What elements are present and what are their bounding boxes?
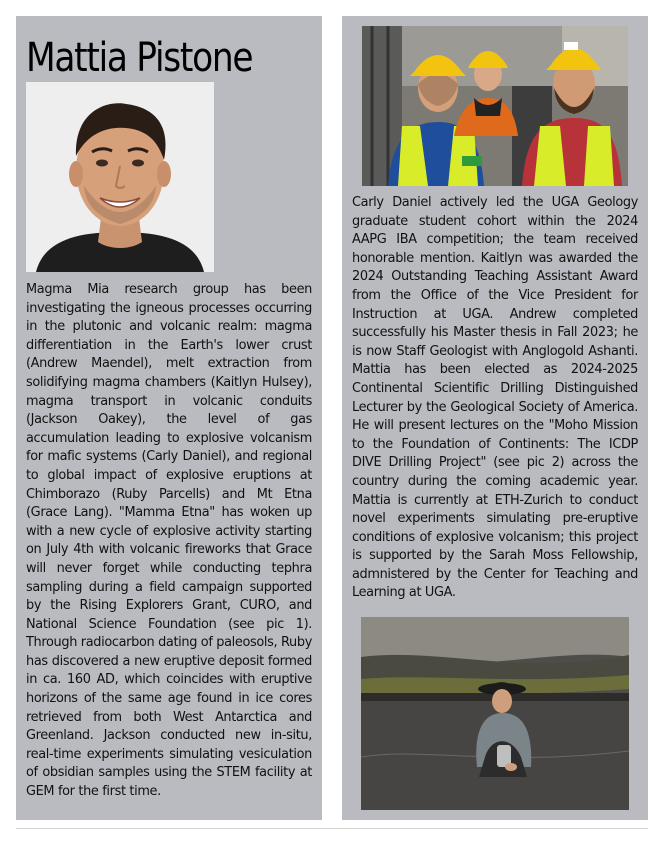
person-name-heading: Mattia Pistone (26, 35, 253, 81)
page-bottom-rule (16, 828, 648, 829)
right-column-panel (342, 16, 648, 820)
left-column-panel (16, 16, 322, 820)
field-sampling-photo (361, 617, 629, 810)
research-group-paragraph: Magma Mia research group has been investigating the igneous processes occurring in the plutonic and volcanic realm: magma differentiation in the Earth's lower crust (Andrew Maendel), melt extraction from solidifying magma chambers (Kaitlyn Hulsey), magma transport in volcanic conduits (Jackson Oakey), the level of gas accumulation leading to explosive volcanism for mafic systems (Carly Daniel), and regional to global impact of explosive eruptions at Chimborazo (Ruby Parcells) and Mt Etna (Grace Lang). "Mamma Etna" has woken up with a new cycle of explosive activity starting on July 4th with volcanic fireworks that Grace will never forget while conducting tephra sampling during a field campaign supported by the Rising Explorers Grant, CURO, and National Science Foundation (see pic 1). Through radiocarbon dating of paleosols, Ruby has discovered a new eruptive deposit formed in ca. 160 AD, which coincides with eruptive horizons of the same age found in ice cores retrieved from both West Antarctica and Greenland. Jackson conducted new in-situ, real-time experiments simulating vesiculation of obsidian samples using the STEM facility at GEM for the first time. (26, 282, 312, 800)
team-hardhat-photo (362, 26, 628, 186)
portrait-photo (26, 82, 214, 272)
achievements-paragraph: Carly Daniel actively led the UGA Geology graduate student cohort within the 2024 AAPG IBA competition; the team received honorable mention. Kaitlyn was awarded the 2024 Outstanding Teaching Assistant Award from the Office of the Vice President for Instruction at UGA. Andrew completed successfully his Master thesis in Fall 2023; he is now Staff Geologist with Anglogold Ashanti. Mattia has been elected as 2024-2025 Continental Scientific Drilling Distinguished Lecturer by the Geological Society of America. He will present lectures on the "Moho Mission to the Foundation of Continents: The ICDP DIVE Drilling Project" (see pic 2) across the country during the coming academic year. Mattia is currently at ETH-Zurich to conduct novel experiments simulating pre-eruptive conditions of explosive volcanism; this project is supported by the Sarah Moss Fellowship, admnistered by the Center for Teaching and Learning at UGA. (352, 195, 638, 601)
